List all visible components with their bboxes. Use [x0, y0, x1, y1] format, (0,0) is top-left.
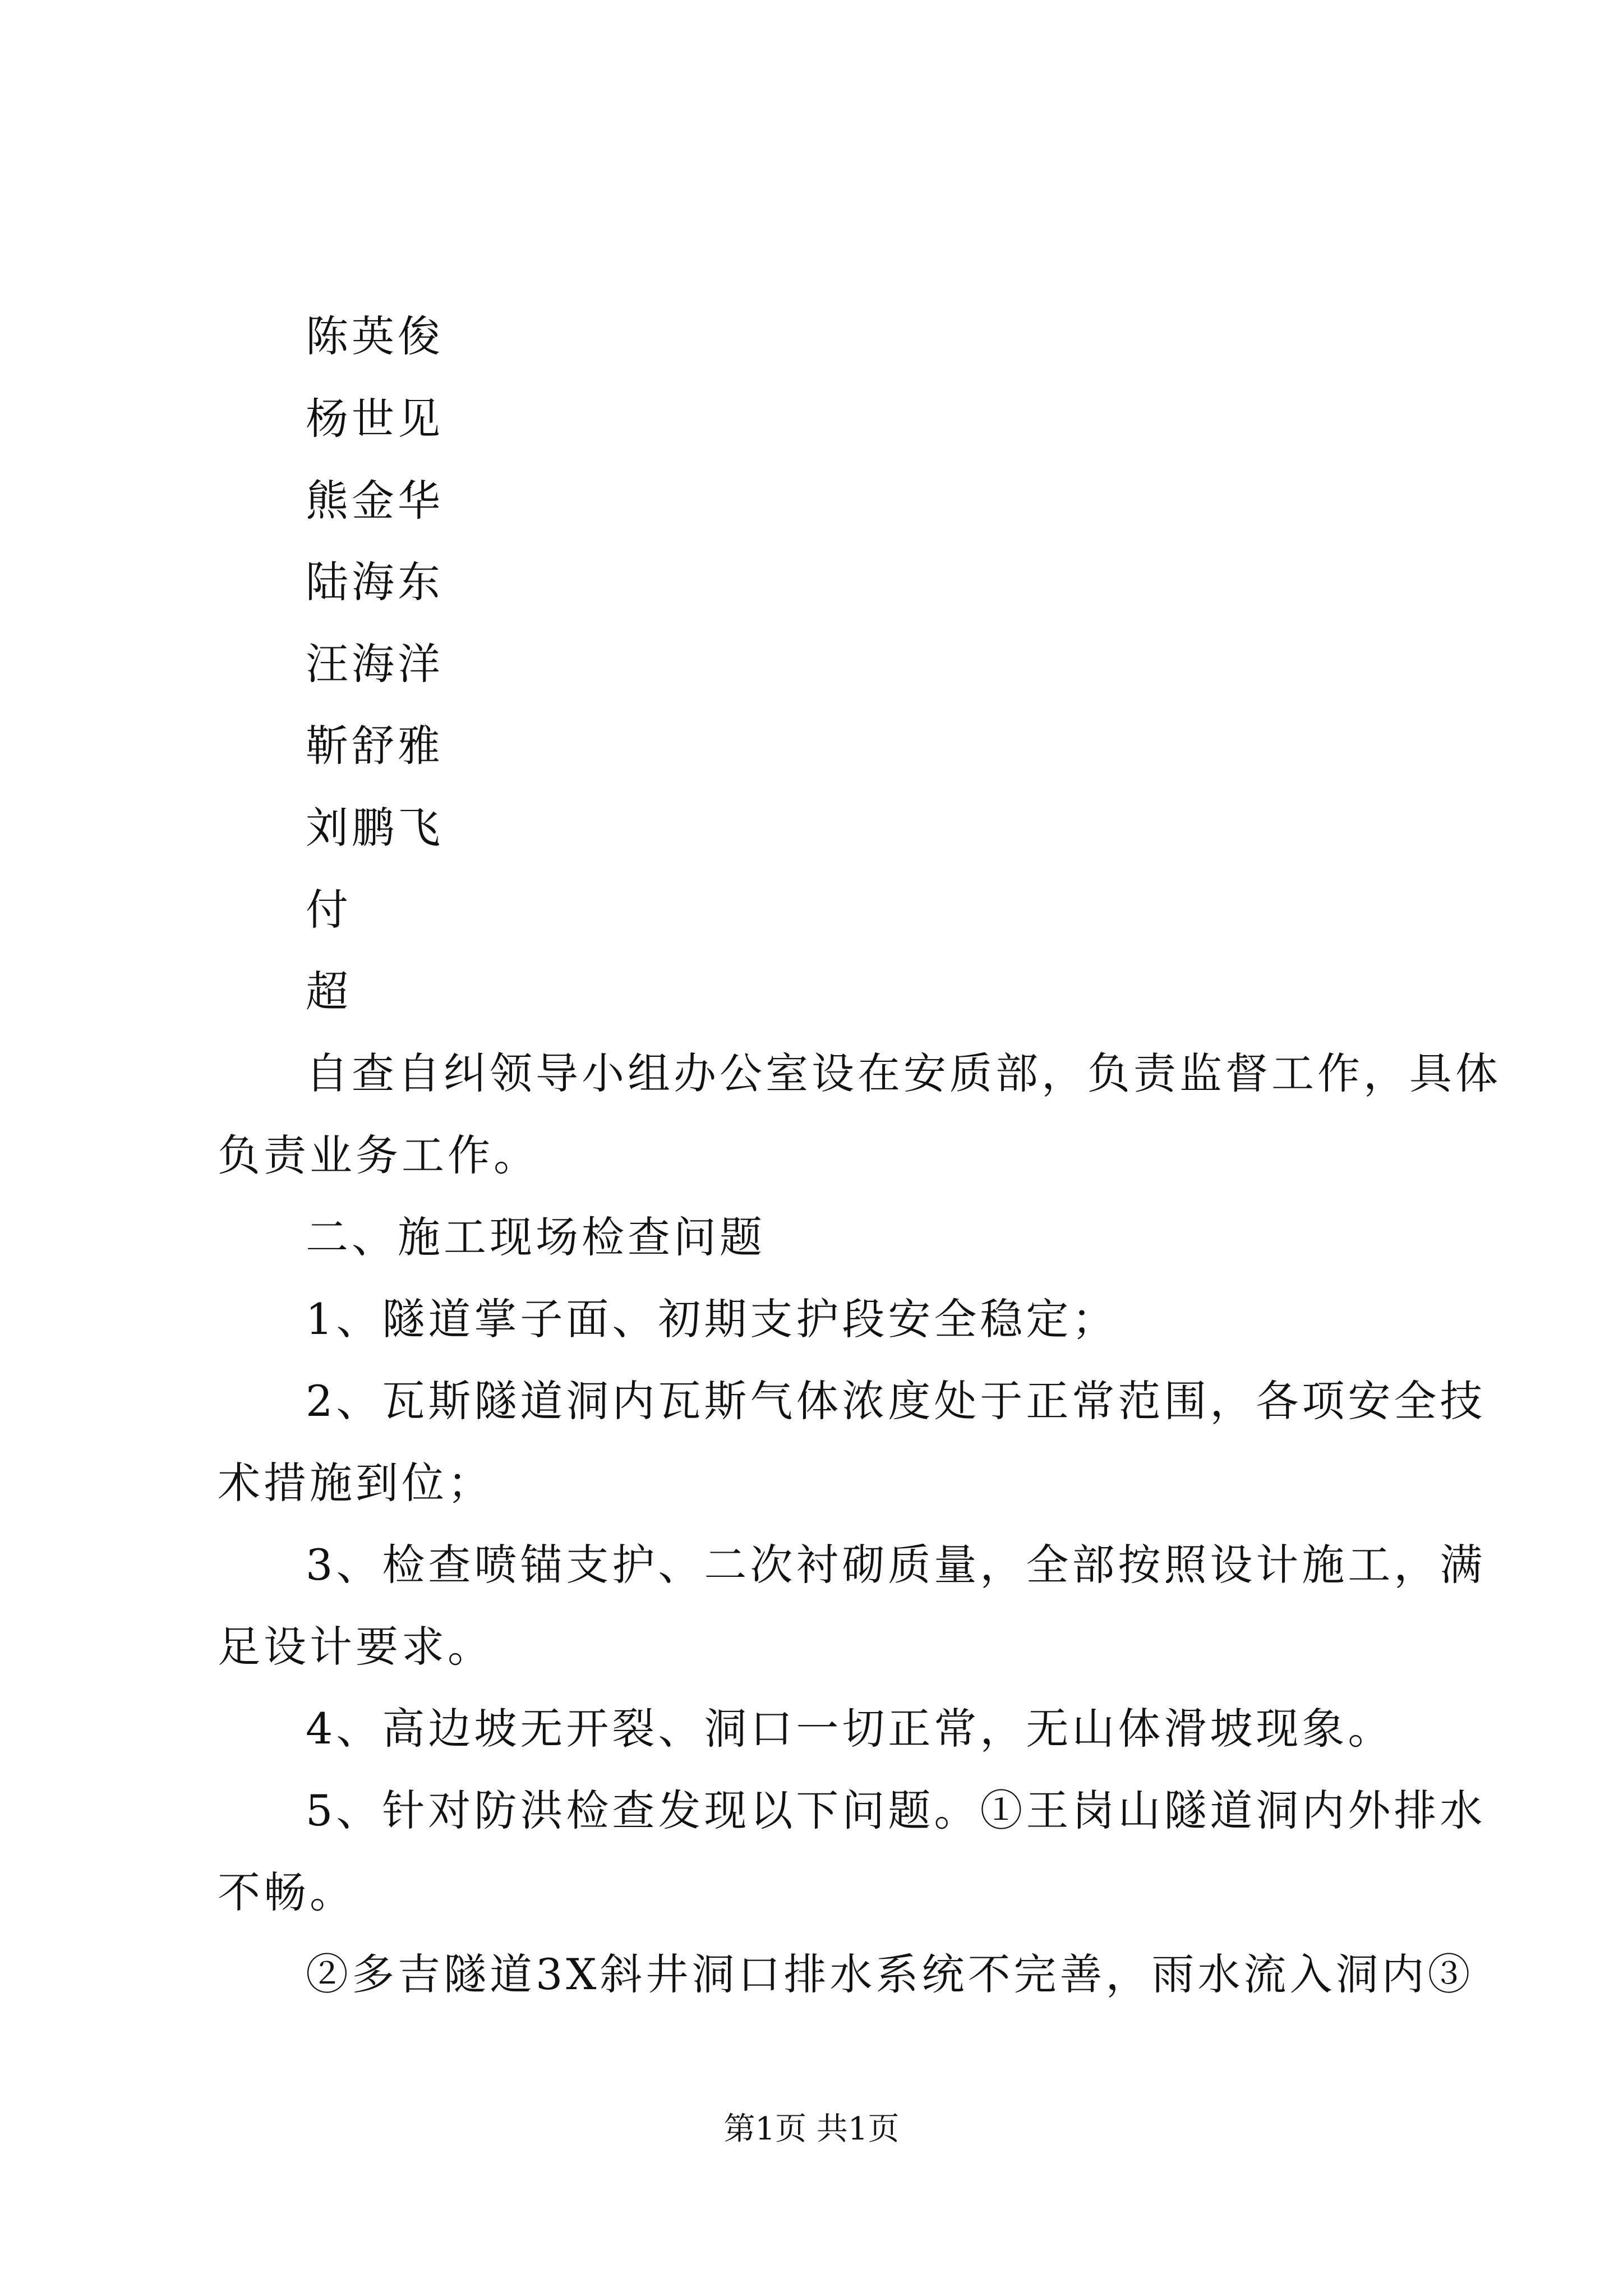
- office-paragraph-line-2: 负责业务工作。: [218, 1130, 540, 1180]
- name-line-1: 陈英俊: [306, 311, 444, 361]
- item-1: 1、隧道掌子面、初期支护段安全稳定；: [306, 1294, 1118, 1344]
- item-3-line-1: 3、检查喷锚支护、二次衬砌质量，全部按照设计施工，满: [306, 1540, 1486, 1590]
- name-line-6: 靳舒雅: [306, 721, 444, 771]
- item-5-line-2: 不畅。: [218, 1867, 356, 1917]
- name-line-5: 汪海洋: [306, 639, 444, 689]
- item-3-line-2: 足设计要求。: [218, 1622, 494, 1672]
- name-line-7: 刘鹏飞: [306, 803, 444, 853]
- item-4: 4、高边坡无开裂、洞口一切正常，无山体滑坡现象。: [306, 1704, 1394, 1754]
- item-5-line-1: 5、针对防洪检查发现以下问题。①王岗山隧道洞内外排水: [306, 1786, 1486, 1835]
- name-line-2: 杨世见: [306, 394, 444, 444]
- name-line-4: 陆海东: [306, 557, 444, 607]
- item-2-line-2: 术措施到位；: [218, 1458, 494, 1508]
- name-line-9: 超: [306, 967, 352, 1016]
- name-line-8: 付: [306, 885, 352, 935]
- section-heading: 二、施工现场检查问题: [306, 1212, 766, 1262]
- office-paragraph-line-1: 自查自纠领导小组办公室设在安质部，负责监督工作，具体: [306, 1048, 1501, 1098]
- page-footer: 第1页 共1页: [723, 2111, 900, 2147]
- item-5-line-3: ②多吉隧道3X斜井洞口排水系统不完善，雨水流入洞内③: [306, 1949, 1474, 1999]
- name-line-3: 熊金华: [306, 476, 444, 526]
- item-2-line-1: 2、瓦斯隧道洞内瓦斯气体浓度处于正常范围，各项安全技: [306, 1376, 1486, 1426]
